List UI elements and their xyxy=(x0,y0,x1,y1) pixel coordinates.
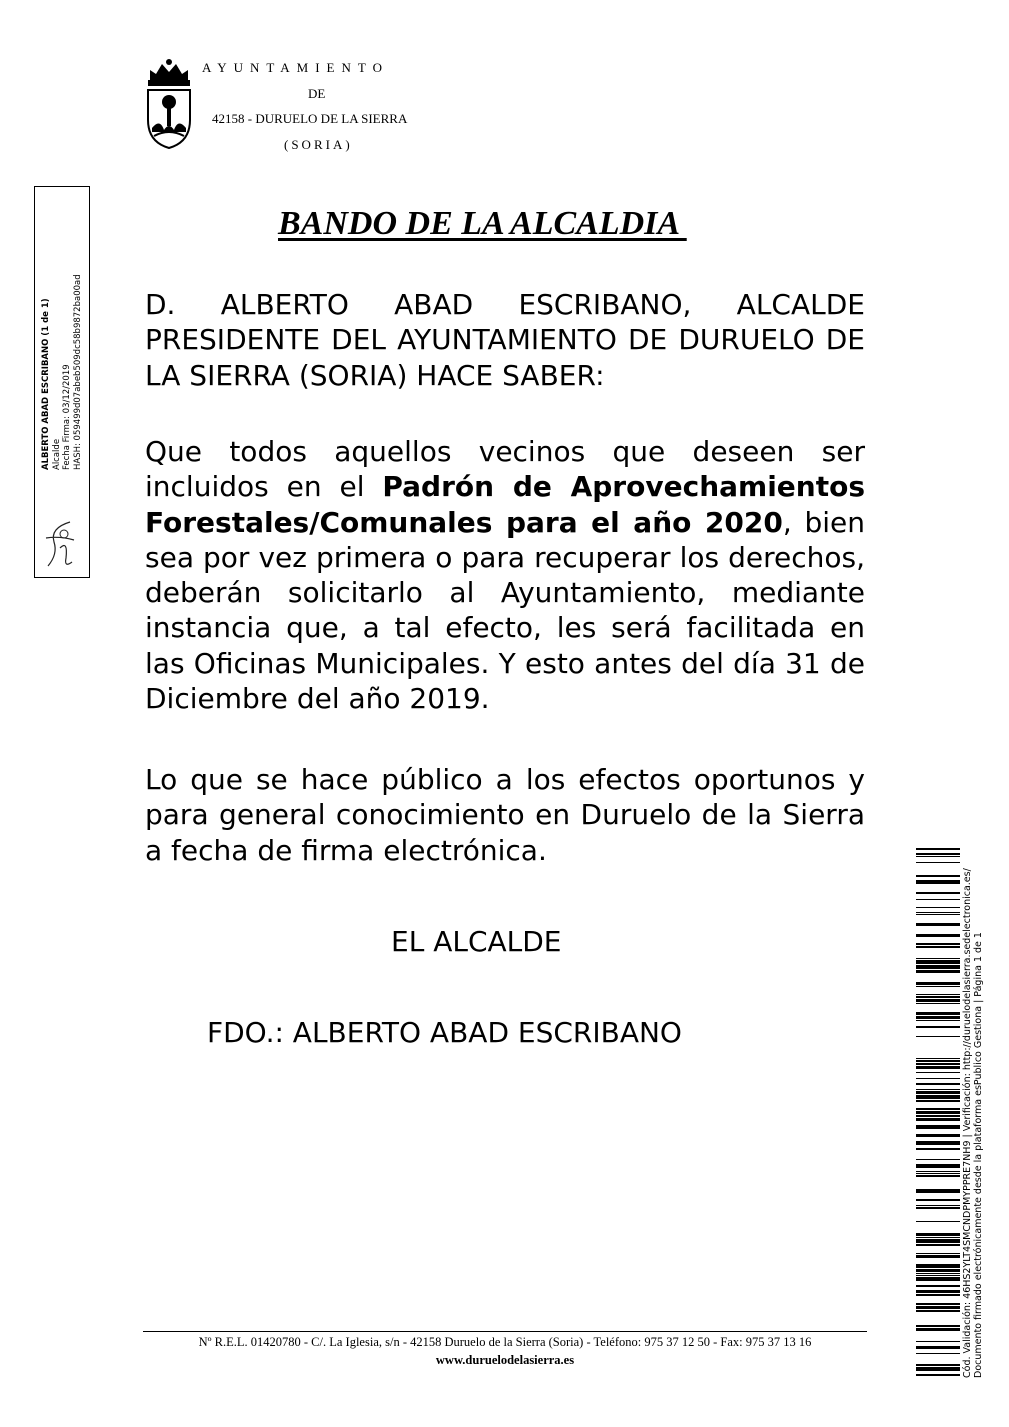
validation-info xyxy=(962,818,984,1378)
signature-hash: HASH: 059499d07abeb509dc58b9872ba00ad xyxy=(72,274,83,470)
document-title: BANDO DE LA ALCALDIA xyxy=(278,205,687,242)
footer-address: Nº R.E.L. 01420780 - C/. La Iglesia, s/n - 42158 Duruelo de la Sierra (Soria) - Teléfono: 975 37 12 50 - Fax: 975 37 13 16 xyxy=(198,1335,812,1349)
signer-name: ALBERTO ABAD ESCRIBANO (1 de 1) xyxy=(41,298,51,470)
signature-date: Fecha Firma: 03/12/2019 xyxy=(62,364,72,470)
intro-paragraph: D. ALBERTO ABAD ESCRIBANO, ALCALDE PRESIDENTE DEL AYUNTAMIENTO DE DURUELO DE LA SIERRA (SORIA) HACE SABER: xyxy=(145,288,865,392)
main-paragraph-bold: Padrón de Aprovechamientos Forestales/Comunales para el año 2020 xyxy=(145,470,866,539)
header-ayuntamiento: AYUNTAMIENTO xyxy=(202,60,389,75)
validation-platform: Documento firmado electrónicamente desde la plataforma esPublico Gestiona | Página 1 de 1 xyxy=(973,932,984,1378)
signer-title: EL ALCALDE xyxy=(391,925,562,958)
signer-role: Alcalde xyxy=(51,438,62,470)
handwritten-signature-icon xyxy=(40,518,80,572)
closing-paragraph: Lo que se hace público a los efectos oportunos y para general conocimiento en Duruelo de la Sierra a fecha de firma electrónica. xyxy=(145,763,865,867)
footer-divider xyxy=(143,1331,867,1332)
header-de: DE xyxy=(308,86,326,101)
validation-code: Cód. Validación: 46HS2YLT4SMCNDPMYPPRE7NH9 | Verificación: http://duruelodelasierra.sedelectronica.es/ xyxy=(962,868,973,1378)
header-address: 42158 - DURUELO DE LA SIERRA xyxy=(212,111,408,126)
header-province: (SORIA) xyxy=(284,137,353,152)
barcode-icon xyxy=(916,848,960,1376)
signature-stamp-text xyxy=(41,140,83,470)
main-paragraph-start: Que todos aquellos vecinos que deseen ser incluidos en el xyxy=(145,435,865,504)
municipal-crest-icon xyxy=(142,58,196,150)
footer-website: www.duruelodelasierra.es xyxy=(435,1353,575,1367)
main-paragraph-end: , bien sea por vez primera o para recuperar los derechos, deberán solicitarlo al Ayuntamiento, mediante instancia que, a tal efecto, les será facilitada en las Oficinas Municipales. Y esto antes del día 31 de Diciembre del año 2019. xyxy=(145,505,865,716)
main-paragraph xyxy=(145,434,865,716)
signer-signature-line: FDO.: ALBERTO ABAD ESCRIBANO xyxy=(207,1016,682,1049)
